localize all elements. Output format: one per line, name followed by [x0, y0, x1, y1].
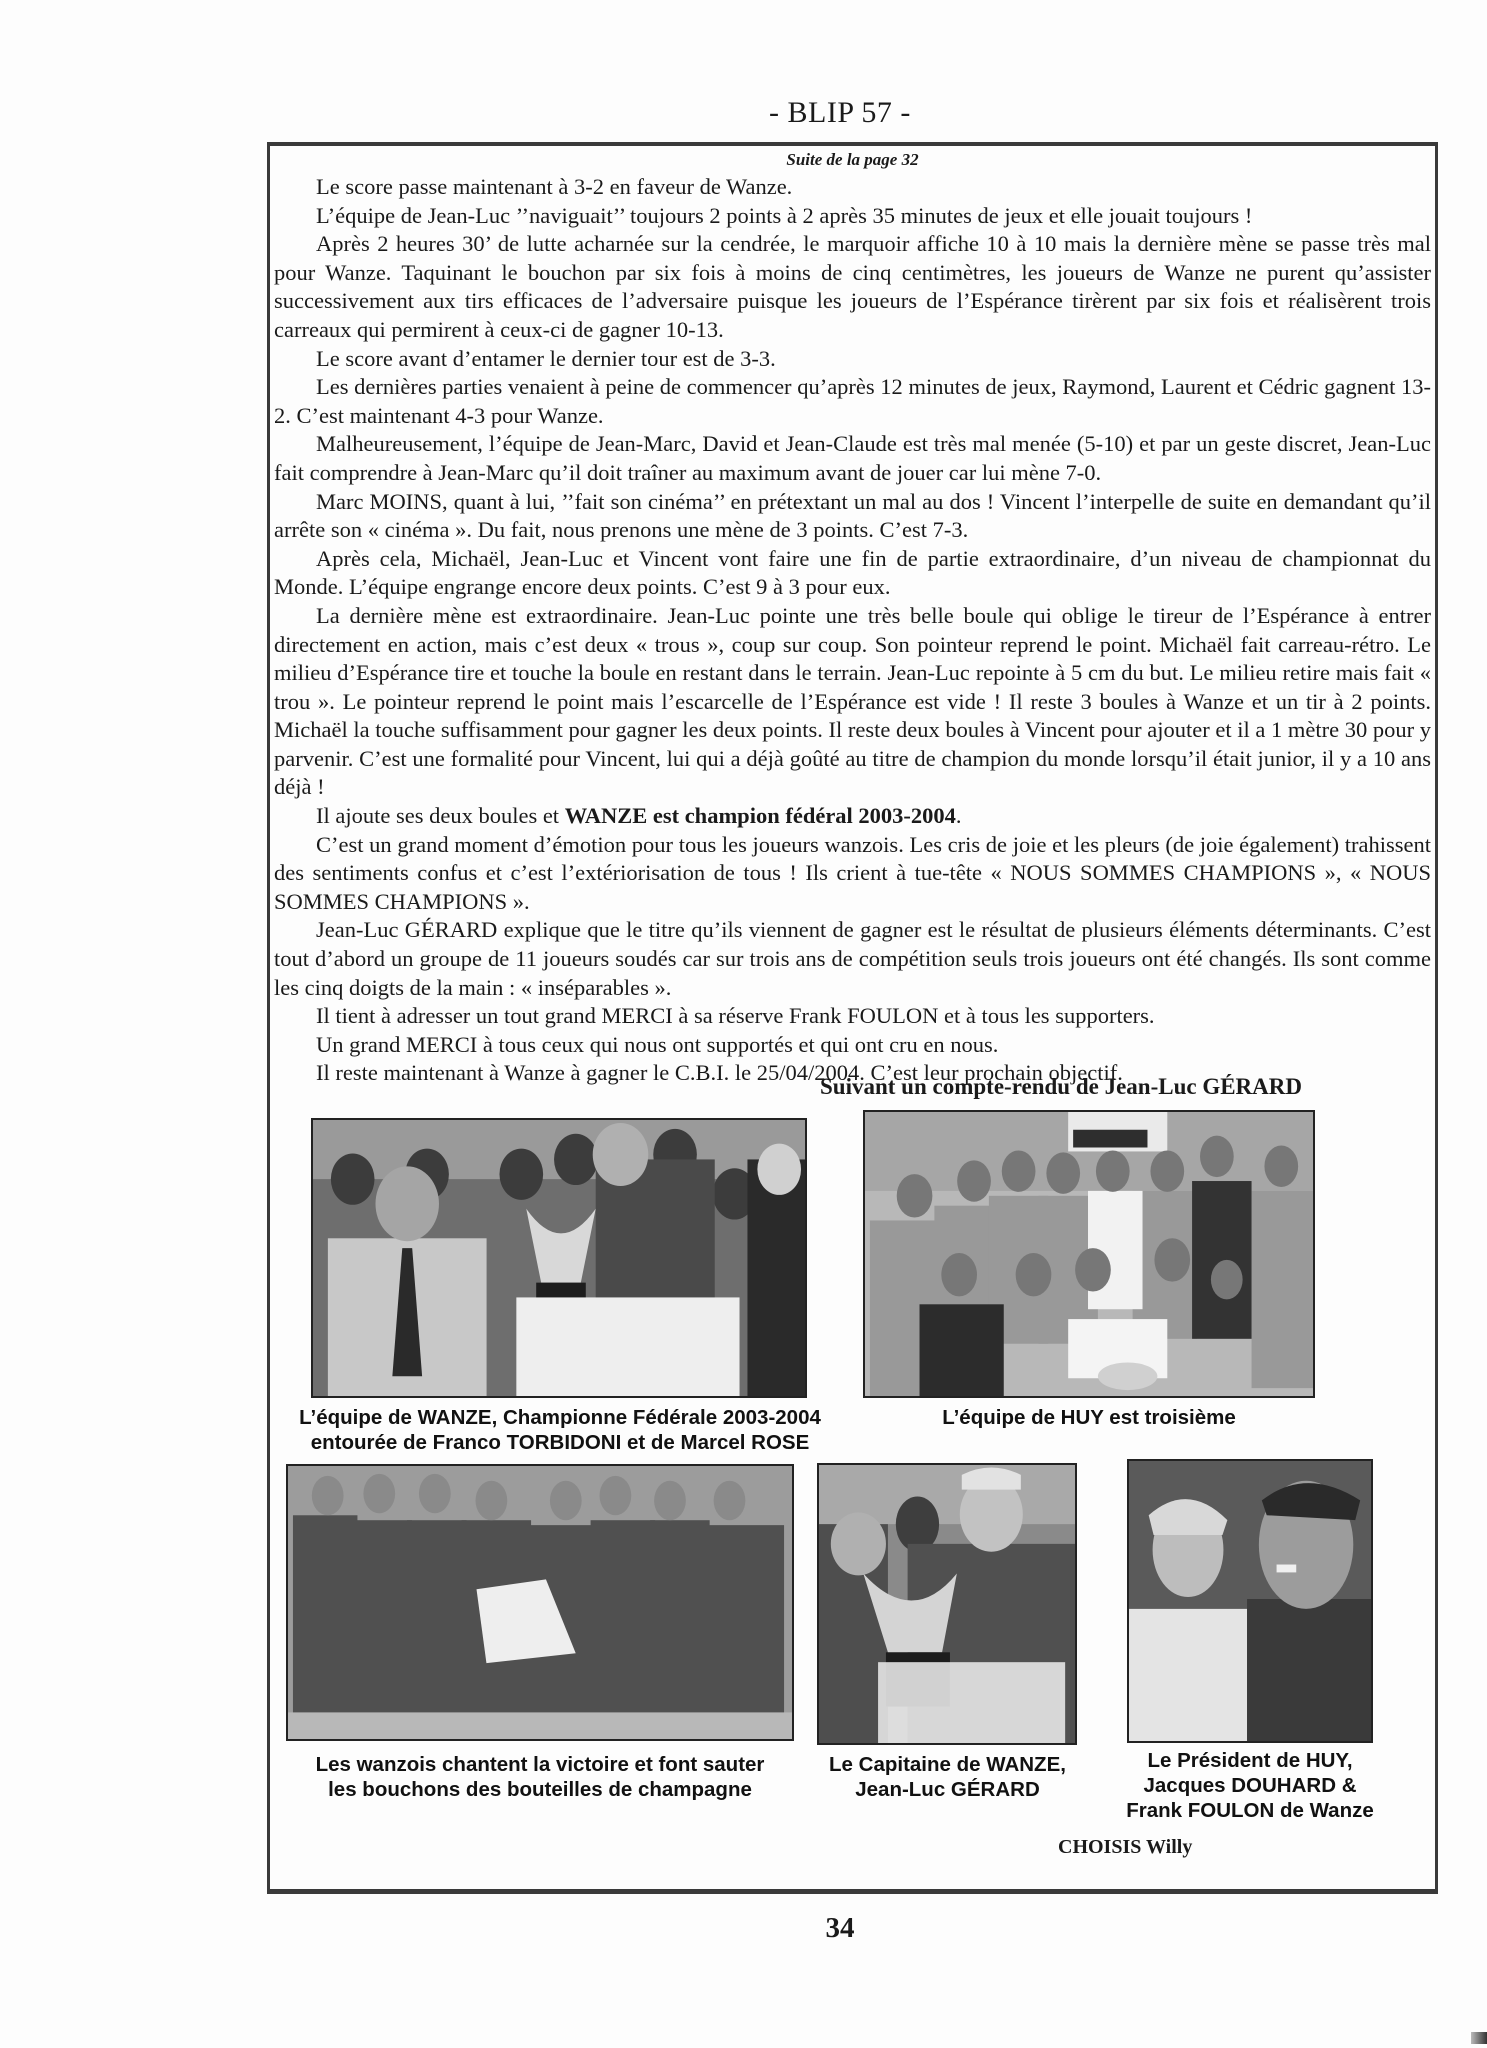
photo-caption-wanzois-celebrating: [280, 1752, 800, 1802]
paragraph: Après cela, Michaël, Jean-Luc et Vincent vont faire une fin de partie extraordinaire, d’un niveau de championnat du Monde. L’équipe engrange encore deux points. C’est 9 à 3 pour eux.: [274, 545, 1431, 600]
champion-paragraph: [274, 802, 1431, 831]
paragraph: Un grand MERCI à tous ceux qui nous ont supportés et qui ont cru en nous.: [316, 1031, 999, 1057]
photo-huy-team: [863, 1110, 1315, 1398]
photo-caption-captain: [810, 1752, 1085, 1802]
champion-highlight: WANZE est champion fédéral 2003-2004: [564, 803, 956, 829]
caption-line: L’équipe de WANZE, Championne Fédérale 2003-2004: [299, 1406, 821, 1429]
scan-edge-mark: [1471, 2032, 1487, 2044]
photo-captain-image: [819, 1465, 1075, 1743]
photo-wanze-team-image: [313, 1120, 805, 1396]
paragraph: Il tient à adresser un tout grand MERCI à sa réserve Frank FOULON et à tous les supporters.: [316, 1003, 1155, 1029]
caption-line: L’équipe de HUY est troisième: [942, 1406, 1236, 1429]
paragraph: L’équipe de Jean-Luc ’’naviguait’’ toujours 2 points à 2 après 35 minutes de jeux et elle jouait toujours !: [316, 202, 1253, 228]
magazine-title: - BLIP 57 -: [769, 96, 911, 129]
caption-line: Les wanzois chantent la victoire et font sauter: [315, 1753, 765, 1776]
photo-captain: [817, 1463, 1077, 1745]
paragraph: Jean-Luc GÉRARD explique que le titre qu’ils viennent de gagner est le résultat de plusieurs éléments déterminants. C’est tout d’abord un groupe de 11 joueurs soudés car sur trois ans de compétition seuls trois joueurs ont été changés. Ils sont comme les cinq doigts de la main : « inséparables ».: [274, 917, 1431, 1000]
paragraph: Le score avant d’entamer le dernier tour est de 3-3.: [316, 345, 776, 371]
caption-line: les bouchons des bouteilles de champagne: [328, 1778, 752, 1801]
photo-wanze-team: [311, 1118, 807, 1398]
photo-wanzois-celebrating-image: [288, 1466, 792, 1739]
photo-president: [1127, 1459, 1373, 1743]
caption-line: Le Président de HUY,: [1147, 1749, 1353, 1772]
photo-caption-wanze-team: [280, 1405, 840, 1455]
caption-line: Jean-Luc GÉRARD: [855, 1778, 1040, 1801]
photo-caption-president: [1110, 1748, 1390, 1823]
champion-suffix: .: [955, 803, 962, 829]
photo-caption-huy-team: [863, 1405, 1315, 1430]
photo-huy-team-image: [865, 1112, 1313, 1396]
paragraph: C’est un grand moment d’émotion pour tous les joueurs wanzois. Les cris de joie et les pleurs (de joie également) trahissent des sentiments confus et c’est l’extériorisation de tous ! Ils crient à tue-tête « NOUS SOMMES CHAMPIONS », « NOUS SOMMES CHAMPIONS ».: [274, 831, 1431, 914]
caption-line: Frank FOULON de Wanze: [1126, 1799, 1374, 1822]
byline: Suivant un compte-rendu de Jean-Luc GÉRARD: [820, 1074, 1302, 1099]
article-body: [274, 173, 1431, 1088]
photo-wanzois-celebrating: [286, 1464, 794, 1741]
paragraph: Marc MOINS, quant à lui, ’’fait son cinéma’’ en prétextant un mal au dos ! Vincent l’interpelle de suite en demandant qu’il arrête son « cinéma ». Du fait, nous prenons une mène de 3 points. C’est 7-3.: [274, 488, 1431, 543]
paragraph: La dernière mène est extraordinaire. Jean-Luc pointe une très belle boule qui oblige le tireur de l’Espérance à entrer directement en action, mais c’est deux « trous », coup sur coup. Son pointeur reprend le point. Michaël fait carreau-rétro. Le milieu d’Espérance tire et touche la boule en restant dans le terrain. Jean-Luc repointe à 5 cm du but. Le milieu retire mais fait « trou ». Le pointeur reprend le point mais l’escarcelle de l’Espérance est vide ! Il reste 3 boules à Wanze et un tir à 2 points. Michaël la touche suffisamment pour gagner les deux points. Il reste deux boules à Vincent pour ajouter et il a 1 mètre 30 pour y parvenir. C’est une formalité pour Vincent, lui qui a déjà goûté au titre de champion du monde lorsqu’il était junior, il y a 10 ans déjà !: [274, 602, 1431, 800]
caption-line: entourée de Franco TORBIDONI et de Marcel ROSE: [310, 1431, 810, 1454]
page-number: 34: [825, 1912, 855, 1944]
paragraph: Le score passe maintenant à 3-2 en faveur de Wanze.: [316, 174, 793, 199]
caption-line: Jacques DOUHARD &: [1143, 1774, 1357, 1797]
paragraph: Il reste maintenant à Wanze à gagner le C.B.I. le 25/04/2004. C’est leur prochain objectif.: [316, 1060, 1123, 1086]
paragraph: Malheureusement, l’équipe de Jean-Marc, David et Jean-Claude est très mal menée (5-10) et par un geste discret, Jean-Luc fait comprendre à Jean-Marc qu’il doit traîner au maximum avant de jouer car lui mène 7-0.: [274, 431, 1431, 485]
author-signature: CHOISIS Willy: [1058, 1836, 1193, 1858]
paragraph: Après 2 heures 30’ de lutte acharnée sur la cendrée, le marquoir affiche 10 à 10 mais la dernière mène se passe très mal pour Wanze. Taquinant le bouchon par six fois à moins de cinq centimètres, les joueurs de Wanze ne purent qu’assister successivement aux tirs efficaces de l’adversaire puisque les joueurs de l’Espérance tirèrent par six fois et réalisèrent trois carreaux qui permirent à ceux-ci de gagner 10-13.: [274, 231, 1431, 342]
continued-from-note: Suite de la page 32: [786, 150, 919, 169]
champion-prefix: Il ajoute ses deux boules et: [316, 803, 565, 829]
photo-president-image: [1129, 1461, 1371, 1741]
paragraph: Les dernières parties venaient à peine de commencer qu’après 12 minutes de jeux, Raymond, Laurent et Cédric gagnent 13-2. C’est maintenant 4-3 pour Wanze.: [274, 374, 1431, 428]
caption-line: Le Capitaine de WANZE,: [829, 1753, 1066, 1776]
